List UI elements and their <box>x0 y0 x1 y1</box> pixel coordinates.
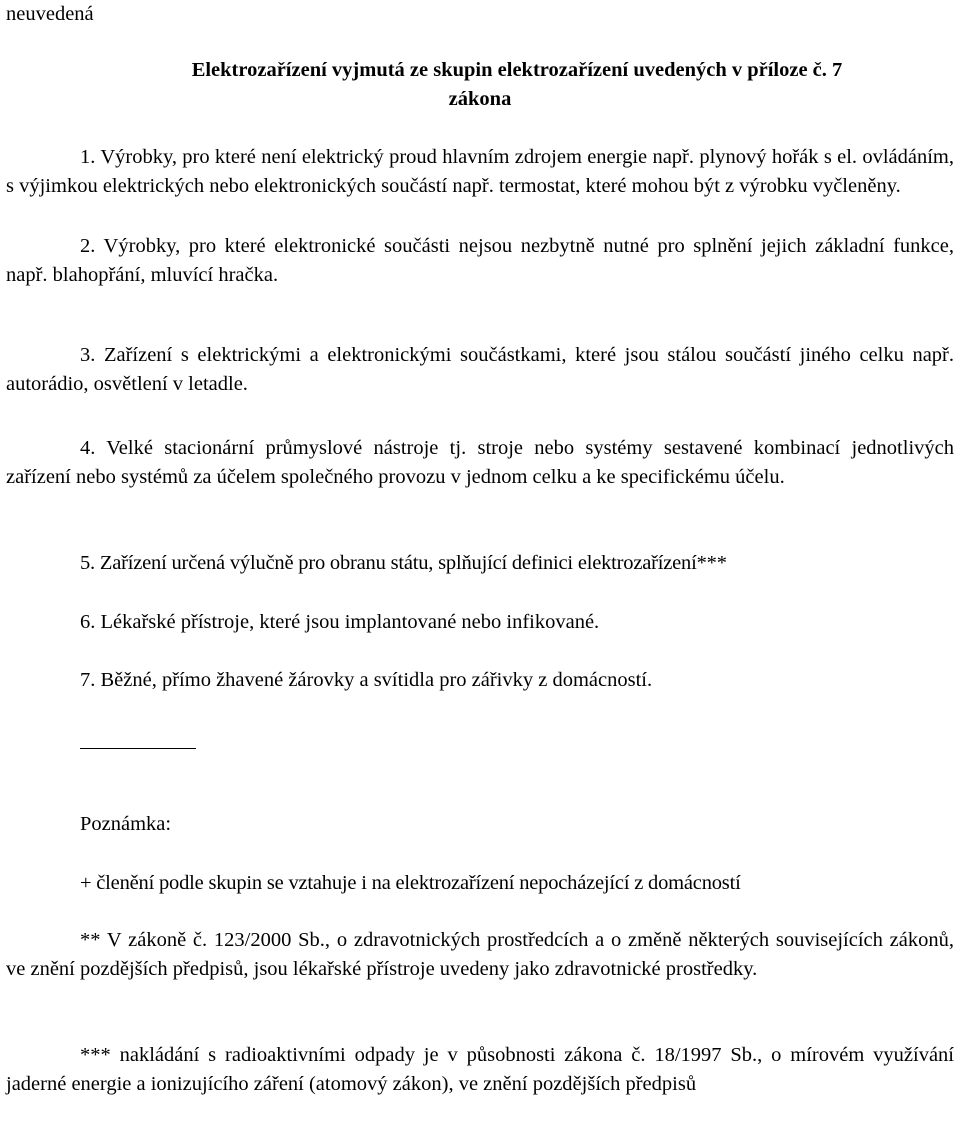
footnote-separator <box>80 748 196 749</box>
list-item-4: 4. Velké stacionární průmyslové nástroje tj. stroje nebo systémy sestavené kombinací jednotlivých zařízení nebo systémů za účelem společného provozu v jednom celku a ke specifickému účelu. <box>6 437 954 488</box>
list-item-1: 1. Výrobky, pro které není elektrický proud hlavním zdrojem energie např. plynový hořák s el. ovládáním, s výjimkou elektrických nebo elektronických součástí např. termostat, které mohou být z výrobku vyčleněny. <box>6 146 954 197</box>
heading-line-2: zákona <box>448 88 512 110</box>
note-double-asterisk: ** V zákoně č. 123/2000 Sb., o zdravotnických prostředcích a o změně některých souvisejících zákonů, ve znění pozdějších předpisů, jsou lékařské přístroje uvedeny jako zdravotnické prostředky. <box>6 929 954 980</box>
heading-line-1: Elektrozařízení vyjmutá ze skupin elektrozařízení uvedených v příloze č. 7 <box>191 59 843 81</box>
list-item-2: 2. Výrobky, pro které elektronické součásti nejsou nezbytně nutné pro splnění jejich základní funkce, např. blahopřání, mluvící hračka. <box>6 235 954 286</box>
top-fragment: neuvedená <box>6 3 94 25</box>
note-label: Poznámka: <box>80 813 172 835</box>
list-item-5: 5. Zařízení určená výlučně pro obranu státu, splňující definici elektrozařízení*** <box>80 552 727 574</box>
list-item-7: 7. Běžné, přímo žhavené žárovky a svítidla pro zářivky z domácností. <box>80 669 653 691</box>
note-plus: + členění podle skupin se vztahuje i na elektrozařízení nepocházející z domácností <box>80 872 741 894</box>
list-item-3: 3. Zařízení s elektrickými a elektronickými součástkami, které jsou stálou součástí jiného celku např. autorádio, osvětlení v letadle. <box>6 344 954 395</box>
note-triple-asterisk: *** nakládání s radioaktivními odpady je v působnosti zákona č. 18/1997 Sb., o mírovém využívání jaderné energie a ionizujícího záření (atomový zákon), ve znění pozdějších předpisů <box>6 1044 954 1095</box>
list-item-6: 6. Lékařské přístroje, které jsou implantované nebo infikované. <box>80 611 600 633</box>
section-heading <box>6 56 954 114</box>
